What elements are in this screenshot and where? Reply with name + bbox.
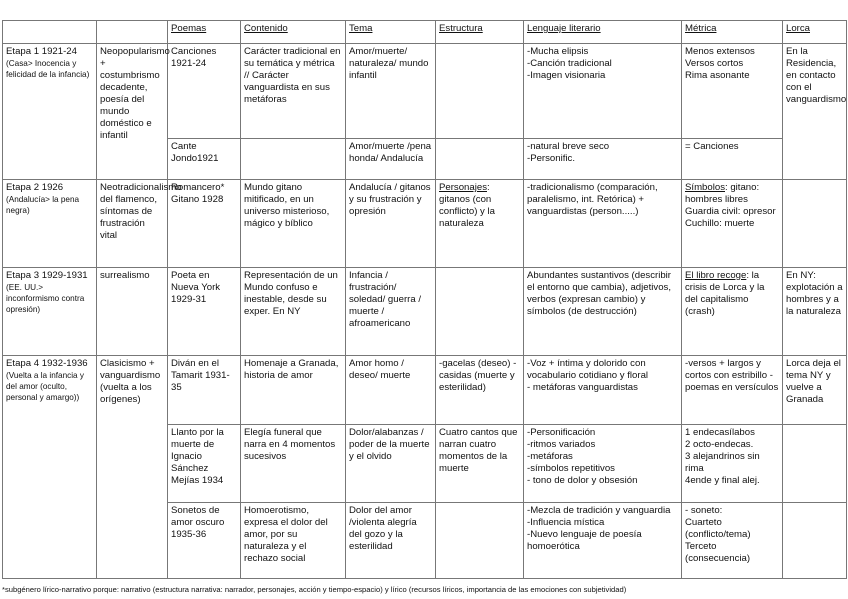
movement-cell: Clasicismo + vanguardismo (vuelta a los orígenes) — [97, 356, 168, 579]
tema-cell: Dolor/alabanzas / poder de la muerte y el olvido — [346, 425, 436, 503]
table-row — [3, 44, 847, 139]
estructura-cell — [436, 44, 524, 139]
poema-cell: Sonetos de amor oscuro 1935-36 — [168, 503, 241, 579]
estructura-cell — [436, 503, 524, 579]
lorca-table — [2, 20, 847, 579]
metrica-cell: 1 endecasílabos 2 octo-endecas. 3 alejandrinos sin rima 4ende y final alej. — [682, 425, 783, 503]
etapa-cell: Etapa 2 1926 (Andalucía> la pena negra) — [3, 180, 97, 268]
tema-cell: Andalucía / gitanos y su frustración y opresión — [346, 180, 436, 268]
metrica-cell: El libro recoge: la crisis de Lorca y la del capitalismo (crash) — [682, 268, 783, 356]
header-lenguaje: Lenguaje literario — [524, 21, 682, 44]
header-tema: Tema — [346, 21, 436, 44]
etapa-cell: Etapa 1 1921-24 (Casa> Inocencia y felicidad de la infancia) — [3, 44, 97, 180]
header-empty — [3, 21, 97, 44]
contenido-cell — [241, 139, 346, 180]
metrica-cell: -versos + largos y cortos con estribillo - poemas en versículos — [682, 356, 783, 425]
lenguaje-cell: -tradicionalismo (comparación, paralelismo, int. Retórica) + vanguardistas (person.....) — [524, 180, 682, 268]
lenguaje-cell: -Mucha elipsis -Canción tradicional -Imagen visionaria — [524, 44, 682, 139]
lorca-cell: En la Residencia, en contacto con el vanguardismo — [783, 44, 847, 180]
lorca-cell — [783, 503, 847, 579]
lorca-cell: En NY: explotación a hombres y a la naturaleza — [783, 268, 847, 356]
contenido-cell: Homenaje a Granada, historia de amor — [241, 356, 346, 425]
poema-cell: Cante Jondo1921 — [168, 139, 241, 180]
poema-cell: Llanto por la muerte de Ignacio Sánchez Mejías 1934 — [168, 425, 241, 503]
estructura-cell: Cuatro cantos que narran cuatro momentos de la muerte — [436, 425, 524, 503]
tema-cell: Amor/muerte/ naturaleza/ mundo infantil — [346, 44, 436, 139]
footnote: *subgénero lírico-narrativo porque: narrativo (estructura narrativa: narrador, personajes, acción y tiempo-espacio) y lírico (recursos líricos, importancia de las emociones con subjetividad) — [2, 585, 627, 594]
lenguaje-cell: -Personificación -ritmos variados -metáforas -símbolos repetitivos - tono de dolor y obsesión — [524, 425, 682, 503]
header-row — [3, 21, 847, 44]
tema-cell: Dolor del amor /violenta alegría del gozo y la esterilidad — [346, 503, 436, 579]
header-empty — [97, 21, 168, 44]
header-lorca: Lorca — [783, 21, 847, 44]
lorca-cell — [783, 425, 847, 503]
movement-cell: surrealismo — [97, 268, 168, 356]
lenguaje-cell: Abundantes sustantivos (describir el entorno que cambia), adjetivos, verbos (expresan cambio) y símbolos (de destrucción) — [524, 268, 682, 356]
table-row — [3, 268, 847, 356]
etapa-cell: Etapa 3 1929-1931 (EE. UU.> inconformismo contra opresión) — [3, 268, 97, 356]
lorca-cell: Lorca deja el tema NY y vuelve a Granada — [783, 356, 847, 425]
tema-cell: Amor homo / deseo/ muerte — [346, 356, 436, 425]
header-metrica: Métrica — [682, 21, 783, 44]
contenido-cell: Carácter tradicional en su temática y métrica // Carácter vanguardista en sus metáforas — [241, 44, 346, 139]
metrica-cell: = Canciones — [682, 139, 783, 180]
contenido-cell: Homoerotismo, expresa el dolor del amor, por su naturaleza y el rechazo social — [241, 503, 346, 579]
lenguaje-cell: -natural breve seco -Personific. — [524, 139, 682, 180]
contenido-cell: Representación de un Mundo confuso e inestable, desde su exper. En NY — [241, 268, 346, 356]
estructura-cell: Personajes: gitanos (con conflicto) y la naturaleza — [436, 180, 524, 268]
table-row — [3, 356, 847, 425]
poema-cell: Romancero* Gitano 1928 — [168, 180, 241, 268]
tema-cell: Amor/muerte /pena honda/ Andalucía — [346, 139, 436, 180]
poema-cell: Diván en el Tamarit 1931-35 — [168, 356, 241, 425]
movement-cell: Neotradicionalismo del flamenco, síntomas de frustración vital — [97, 180, 168, 268]
tema-cell: Infancia / frustración/ soledad/ guerra / muerte / afroamericano — [346, 268, 436, 356]
lorca-cell — [783, 180, 847, 268]
lenguaje-cell: -Mezcla de tradición y vanguardia -Influencia mística -Nuevo lenguaje de poesía homoerótica — [524, 503, 682, 579]
header-contenido: Contenido — [241, 21, 346, 44]
poema-cell: Canciones 1921-24 — [168, 44, 241, 139]
estructura-cell — [436, 139, 524, 180]
contenido-cell: Elegía funeral que narra en 4 momentos sucesivos — [241, 425, 346, 503]
metrica-cell: Menos extensos Versos cortos Rima asonante — [682, 44, 783, 139]
lenguaje-cell: -Voz + íntima y dolorido con vocabulario cotidiano y floral - metáforas vanguardistas — [524, 356, 682, 425]
etapa-cell: Etapa 4 1932-1936 (Vuelta a la infancia y del amor (oculto, personal y amargo)) — [3, 356, 97, 579]
contenido-cell: Mundo gitano mitificado, en un universo misterioso, mágico y bíblico — [241, 180, 346, 268]
metrica-cell: - soneto: Cuarteto (conflicto/tema) Terceto (consecuencia) — [682, 503, 783, 579]
poema-cell: Poeta en Nueva York 1929-31 — [168, 268, 241, 356]
header-estructura: Estructura — [436, 21, 524, 44]
metrica-cell: Símbolos: gitano: hombres libres Guardia civil: opresor Cuchillo: muerte — [682, 180, 783, 268]
estructura-cell: -gacelas (deseo) -casidas (muerte y esterilidad) — [436, 356, 524, 425]
table-row — [3, 180, 847, 268]
estructura-cell — [436, 268, 524, 356]
movement-cell: Neopopularismo + costumbrismo decadente, poesía del mundo doméstico e infantil — [97, 44, 168, 180]
header-poemas: Poemas — [168, 21, 241, 44]
